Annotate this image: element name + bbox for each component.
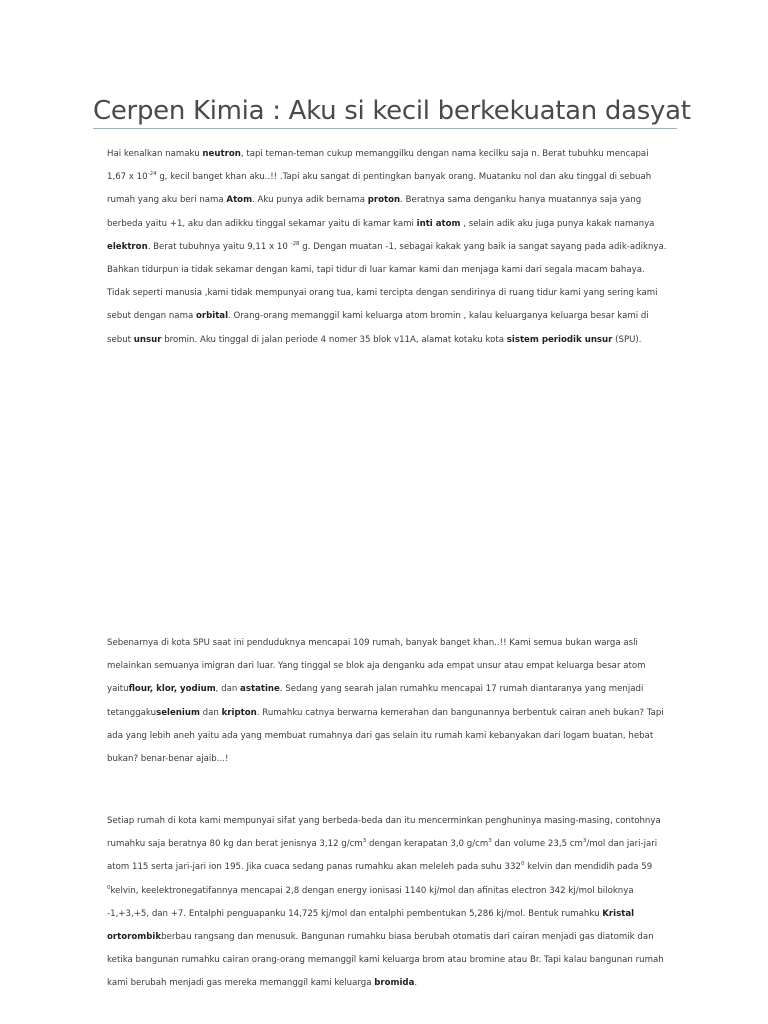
- page-title: Cerpen Kimia : Aku si kecil berkekuatan dasyat: [93, 96, 691, 126]
- text-run: Setiap rumah di kota kami mempunyai sifat yang berbeda-beda dan itu mencerminkan penghuninya masing-masing, contohnya rumahku saja beratnya 80 kg dan berat jenisnya 3,12 g/cm: [107, 816, 661, 850]
- text-run: (SPU).: [612, 334, 642, 345]
- superscript-exponent: -24: [147, 171, 157, 178]
- text-run: , dan: [215, 684, 241, 695]
- paragraph-2: [107, 632, 667, 771]
- bold-term-astatine: astatine: [240, 684, 280, 695]
- text-run: dengan kerapatan 3,0 g/cm: [366, 839, 489, 850]
- superscript-degree: 0: [520, 861, 525, 868]
- bold-term-unsur: unsur: [133, 334, 162, 345]
- text-run: g. Dengan muatan -1, sebagai kakak yang baik ia sangat sayang pada adik-adiknya. Bahkan tidurpun ia tidak sekamar dengan kami, tapi tidur di luar kamar kami dan menjaga kami dari segala macam bahaya. Tidak seperti manusia ,kami tidak mempunyai orang tua, kami tercipta dengan sendirinya di ruang tidur kami yang sering kami sebut dengan nama: [107, 241, 667, 322]
- bold-term-selenium: selenium: [156, 707, 200, 718]
- text-run: . Sedang yang searah jalan rumahku mencapai 17 rumah diantaranya yang menjadi tetanggaku: [107, 684, 644, 718]
- text-run: .: [414, 978, 418, 989]
- bold-term-sistem-periodik: sistem periodik unsur: [506, 334, 613, 345]
- text-run: /mol dan jari-jari atom 115 serta jari-jari ion 195. Jika cuaca sedang panas rumahku akan meleleh pada suhu 332: [107, 839, 658, 873]
- text-run: . Aku punya adik bernama: [252, 195, 368, 206]
- superscript-exponent: 3: [362, 838, 367, 845]
- text-run: , tapi teman-teman cukup memanggilku dengan nama kecilku saja n. Berat tubuhku mencapai 1,67 x 10: [107, 149, 649, 183]
- text-run: kelvin dan mendidih pada 59: [524, 862, 653, 873]
- text-run: Hai kenalkan namaku: [107, 149, 203, 159]
- superscript-exponent: 3: [488, 838, 492, 845]
- superscript-exponent: -28: [290, 240, 300, 247]
- text-run: , selain adik aku juga punya kakak namanya: [460, 218, 655, 229]
- bold-term-bromida: bromida: [374, 978, 415, 989]
- superscript-exponent: 3: [582, 838, 587, 845]
- bold-term-neutron: neutron: [202, 149, 241, 159]
- text-run: dan: [199, 707, 222, 718]
- text-run: . Beratnya sama denganku hanya muatannya saja yang berbeda yaitu +1, aku dan adikku tinggal sekamar yaitu di kamar kami: [107, 195, 642, 229]
- bold-term-inti-atom: inti atom: [416, 218, 461, 229]
- bold-term-halogens: flour, klor, yodium: [128, 684, 216, 695]
- text-run: berbau rangsang dan menusuk. Bangunan rumahku biasa berubah otomatis dari cairan menjadi gas diatomik dan ketika bangunan rumahku cairan orang-orang memanggil kami keluarga brom atau bromine atau Br. Tapi kalau bangunan rumah kami berubah menjadi gas mereka memanggil kami keluarga: [107, 932, 664, 989]
- paragraph-3: [107, 810, 667, 996]
- text-run: kelvin, keelektronegatifannya mencapai 2,8 dengan energy ionisasi 1140 kj/mol dan afinitas electron 342 kj/mol biloknya -1,+3,+5, dan +7. Entalphi penguapanku 14,725 kj/mol dan entalphi pembentukan 5,286 kj/mol. Bentuk rumahku: [107, 885, 634, 919]
- text-run: Sebenarnya di kota SPU saat ini penduduknya mencapai 109 rumah, banyak banget khan..!! Kami semua bukan warga asli melainkan semuanya imigran dari luar. Yang tinggal se blok aja denganku ada empat unsur atau empat keluarga besar atom yaitu: [107, 638, 646, 695]
- superscript-degree: 0: [107, 884, 111, 891]
- text-run: bromin. Aku tinggal di jalan periode 4 nomer 35 blok v11A, alamat kotaku kota: [161, 334, 507, 345]
- bold-term-kristal-ortorombik: Kristal ortorombik: [107, 908, 635, 943]
- title-divider: [93, 128, 677, 129]
- bold-term-proton: proton: [367, 195, 401, 206]
- bold-term-kripton: kripton: [221, 707, 257, 718]
- bold-term-atom: Atom: [226, 195, 253, 206]
- text-run: . Berat tubuhnya yaitu 9,11 x 10: [147, 241, 291, 252]
- text-run: . Rumahku catnya berwarna kemerahan dan bangunannya berbentuk cairan aneh bukan? Tapi ada yang lebih aneh yaitu ada yang membuat rumahnya dari gas selain itu rumah kami kebanyakan dari logam buatan, hebat bukan? benar-benar ajaib...!: [107, 707, 664, 765]
- bold-term-elektron: elektron: [107, 241, 148, 252]
- text-run: dan volume 23,5 cm: [491, 839, 583, 850]
- text-run: g, kecil banget khan aku..!! .Tapi aku sangat di pentingkan banyak orang. Muatanku nol dan aku tinggal di sebuah rumah yang aku beri nama: [107, 172, 652, 206]
- text-run: . Orang-orang memanggil kami keluarga atom bromin , kalau keluarganya keluarga besar kami di sebut: [107, 311, 649, 345]
- bold-term-orbital: orbital: [195, 311, 229, 322]
- paragraph-1: [107, 143, 667, 352]
